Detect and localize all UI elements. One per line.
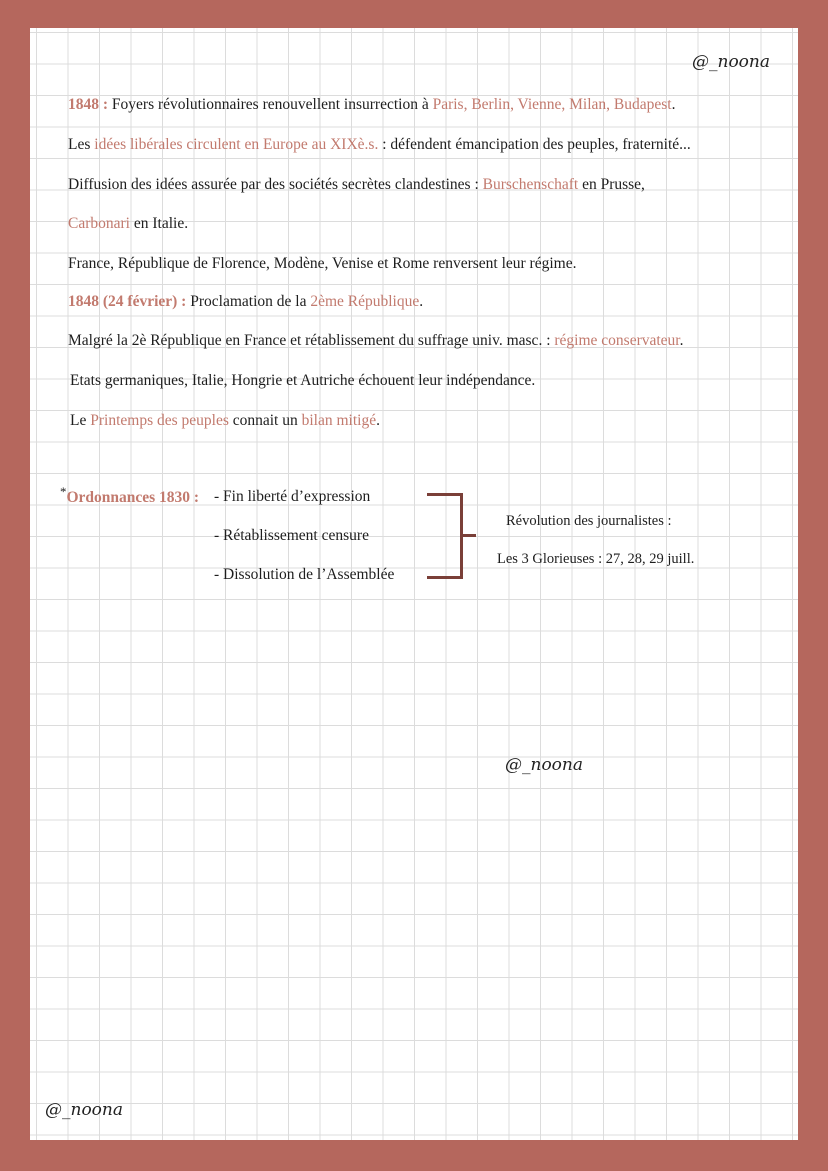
ordonnance-item: - Fin liberté d’expression: [214, 488, 371, 505]
text-span: .: [679, 332, 684, 349]
asterisk: *: [60, 484, 67, 499]
watermark: @_noona: [692, 52, 771, 72]
text-line: [70, 412, 380, 430]
text-line: [68, 255, 576, 273]
text-line: [68, 293, 423, 311]
text-span: .: [419, 293, 424, 310]
ordonnances-label: Ordonnances 1830 :: [66, 489, 200, 507]
text-span: Etats germaniques, Italie, Hongrie et Autriche échouent leur indépendance.: [70, 372, 536, 389]
highlight-text: 2ème République: [310, 293, 420, 310]
text-span: en Italie.: [129, 215, 189, 232]
text-span: Malgré la 2è République en France et rétablissement du suffrage univ. masc. :: [68, 332, 555, 349]
highlight-text: Paris, Berlin, Vienne, Milan, Budapest: [432, 96, 672, 113]
highlight-text: idées libérales circulent en Europe au XIXè.s.: [94, 136, 379, 153]
text-line: [68, 96, 675, 114]
highlight-text: Burschenschaft: [482, 176, 579, 193]
result-detail: Les 3 Glorieuses : 27, 28, 29 juill.: [497, 551, 695, 567]
text-span: Le: [70, 412, 91, 429]
ordonnances-heading: [60, 484, 199, 507]
text-line: [70, 372, 535, 390]
text-span: Les: [68, 136, 95, 153]
text-span: : défendent émancipation des peuples, fraternité...: [378, 136, 691, 153]
highlight-text: 1848 (24 février) :: [68, 293, 187, 310]
highlight-text: régime conservateur: [554, 332, 680, 349]
text-line: [68, 176, 645, 194]
watermark: @_noona: [45, 1100, 124, 1120]
highlight-text: 1848 :: [68, 96, 109, 113]
highlight-text: Carbonari: [68, 215, 130, 232]
ordonnance-item: - Dissolution de l’Assemblée: [214, 566, 395, 583]
notebook-page: [30, 28, 798, 1140]
text-span: connait un: [228, 412, 302, 429]
bracket: [427, 493, 463, 579]
text-span: Proclamation de la: [186, 293, 311, 310]
result-title: Révolution des journalistes :: [506, 513, 672, 529]
text-span: Foyers révolutionnaires renouvellent insurrection à: [108, 96, 433, 113]
text-line: [68, 332, 683, 350]
text-span: en Prusse,: [578, 176, 645, 193]
text-span: .: [671, 96, 676, 113]
highlight-text: bilan mitigé: [301, 412, 377, 429]
text-span: .: [376, 412, 380, 429]
highlight-text: Printemps des peuples: [90, 412, 229, 429]
text-span: France, République de Florence, Modène, Venise et Rome renversent leur régime.: [68, 255, 577, 272]
text-line: [68, 215, 188, 233]
text-line: [68, 136, 691, 154]
text-span: Diffusion des idées assurée par des sociétés secrètes clandestines :: [68, 176, 483, 193]
watermark: @_noona: [505, 755, 584, 775]
ordonnance-item: - Rétablissement censure: [214, 527, 369, 544]
